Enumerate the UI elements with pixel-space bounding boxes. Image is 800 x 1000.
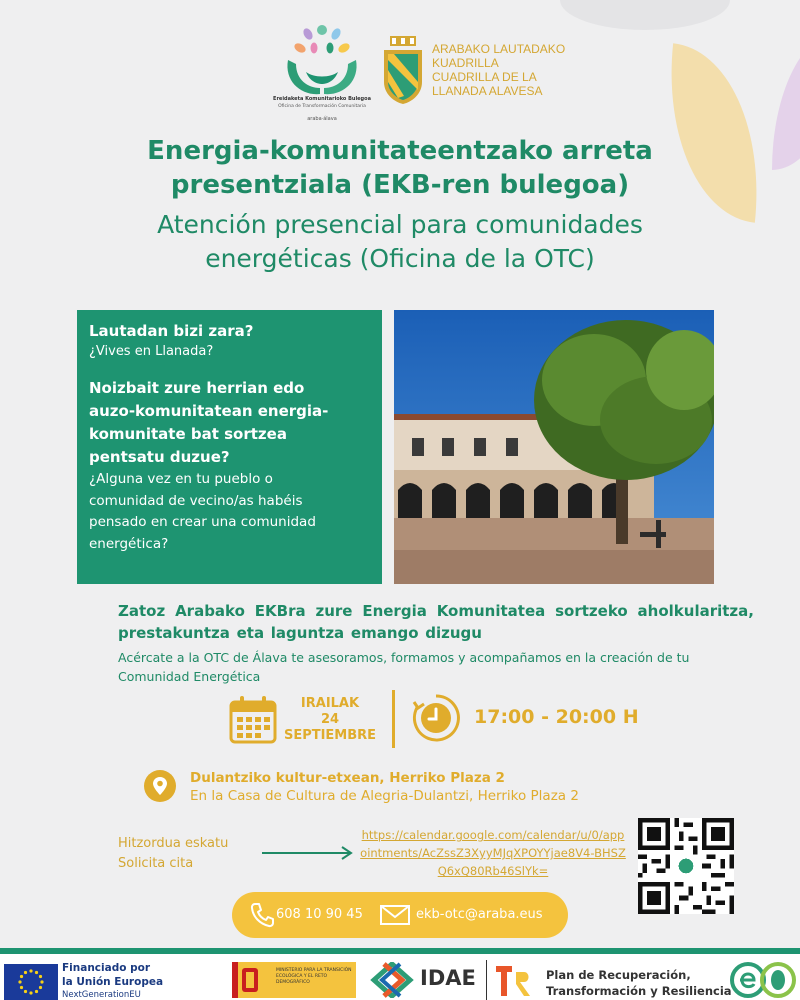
location-pin-icon	[144, 770, 176, 802]
araba-logo-text: araba·álava	[307, 116, 337, 122]
office-logo-title: Ereidaketa Komunitarioko Bulegoa	[273, 96, 371, 102]
question-2-spanish-line-1: ¿Alguna vez en tu pueblo o	[89, 471, 273, 487]
recovery-plan-line-1: Plan de Recuperación,	[546, 968, 691, 982]
invitation-spanish: Acércate a la OTC de Álava te asesoramos, formamos y acompañamos en la creación de tu Comunidad Energética	[118, 650, 690, 684]
title-basque-line-2: presentziala (EKB-ren bulegoa)	[170, 170, 630, 200]
event-date	[280, 696, 380, 744]
qr-code[interactable]	[638, 818, 734, 914]
question-2-spanish	[89, 469, 370, 555]
title-spanish	[40, 208, 760, 276]
question-2-spanish-line-4: energética?	[89, 535, 169, 552]
question-2-basque-line-1: Noizbait zure herrian edo	[89, 379, 305, 397]
phone-icon	[250, 902, 274, 928]
question-1-spanish: ¿Vives en Llanada?	[89, 344, 214, 359]
title-basque	[40, 134, 760, 202]
question-2-basque-line-2: auzo-komunitatean energia-	[89, 402, 329, 420]
office-logo-hands-icon	[278, 22, 366, 126]
ekb-logo-icon	[730, 960, 796, 1000]
question-1-basque: Lautadan bizi zara?	[89, 322, 254, 340]
question-2-spanish-line-3: pensado en crear una comunidad	[89, 514, 316, 530]
title-spanish-line-2: energéticas (Oficina de la OTC)	[205, 244, 595, 273]
cuadrilla-line-4: LLANADA ALAVESA	[432, 84, 543, 98]
date-time-divider	[392, 690, 395, 748]
event-date-month-eu: IRAILAK	[300, 696, 360, 711]
event-date-month-es: SEPTIEMBRE	[283, 728, 377, 743]
idae-logo-icon	[366, 962, 418, 998]
cuadrilla-logo-text	[432, 42, 582, 98]
arrow-right-icon	[262, 845, 354, 861]
cuadrilla-line-3: CUADRILLA DE LA	[432, 70, 537, 84]
question-2-basque	[89, 377, 370, 469]
footer	[0, 954, 800, 1000]
appointment-label-spanish: Solicita cita	[118, 856, 194, 871]
eu-funding-line-1: Financiado por	[62, 962, 151, 974]
appointment-label-basque: Hitzordua eskatu	[118, 836, 229, 851]
cuadrilla-shield-icon	[382, 36, 424, 104]
clock-icon	[410, 692, 462, 744]
question-2-spanish-line-2: comunidad de vecino/as habéis	[89, 492, 303, 509]
idae-label: IDAE	[420, 966, 476, 990]
phone-number[interactable]: 608 10 90 45	[276, 907, 363, 922]
appointment-link[interactable]: https://calendar.google.com/calendar/u/0/appointments/AcZssZ3XyyMJqXPOYYjae8V4-BHSZQ6xQ80Rb46SlYk=	[360, 828, 626, 878]
title-basque-line-1: Energia-komunitateentzako arreta	[147, 136, 653, 166]
mail-icon	[380, 905, 410, 925]
cuadrilla-line-2: KUADRILLA	[432, 56, 499, 70]
contact-pill	[232, 892, 568, 938]
event-time: 17:00 - 20:00 H	[474, 706, 639, 728]
recovery-plan-logo-icon	[494, 962, 534, 998]
event-date-day: 24	[320, 712, 340, 727]
invitation-basque: Zatoz Arabako EKBra zure Energia Komunitatea sortzeko aholkularitza, prestakuntza eta laguntza emango dizugu	[118, 602, 754, 642]
footer-logo-divider	[486, 960, 487, 1000]
office-logo-subtitle: Oficina de Transformación Comunitaria	[278, 104, 366, 109]
recovery-plan-line-2: Transformación y Resiliencia	[546, 984, 732, 998]
eu-funding-line-2: la Unión Europea	[62, 976, 164, 988]
location-spanish: En la Casa de Cultura de Alegria-Dulantzi, Herriko Plaza 2	[190, 788, 579, 804]
ministry-text: MINISTERIO PARA LA TRANSICIÓN ECOLÓGICA Y EL RETO DEMOGRÁFICO	[276, 968, 352, 985]
question-2-basque-line-3: komunitate bat sortzea	[89, 425, 287, 443]
decorative-petal-grey	[560, 0, 730, 30]
cuadrilla-line-1: ARABAKO LAUTADAKO	[432, 42, 566, 56]
location-basque: Dulantziko kultur-etxean, Herriko Plaza 2	[190, 770, 505, 786]
email-address[interactable]: ekb-otc@araba.eus	[416, 907, 543, 922]
calendar-icon	[228, 694, 278, 744]
decorative-petal-purple	[772, 30, 800, 170]
question-box	[77, 310, 382, 584]
cultural-center-photo	[394, 310, 714, 584]
title-spanish-line-1: Atención presencial para comunidades	[157, 210, 643, 239]
eu-flag-icon	[4, 964, 58, 1000]
eu-funding-line-3: NextGenerationEU	[62, 990, 141, 1000]
question-2-basque-line-4: pentsatu duzue?	[89, 448, 230, 466]
